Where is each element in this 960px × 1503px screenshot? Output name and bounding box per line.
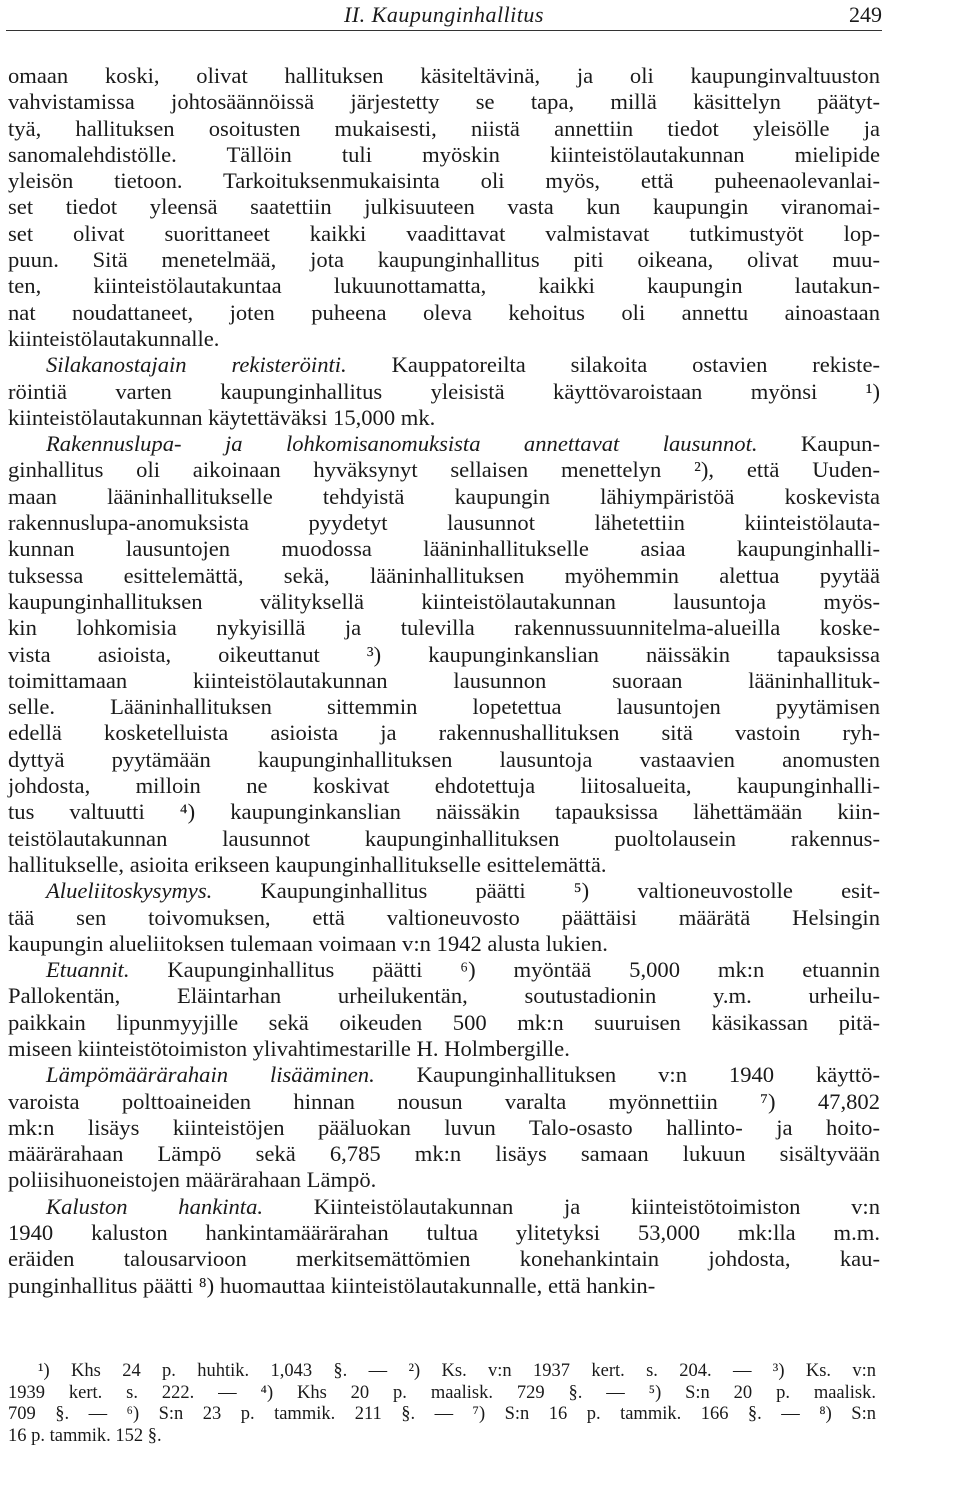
text-line: kiinteistölautakunnan käytettäväksi 15,000 mk. bbox=[8, 404, 436, 430]
chapter-title: II. Kaupunginhallitus bbox=[344, 2, 544, 27]
text-line: teistölautakunnan lausunnot kaupunginhallituksen puoltolausein rakennus- bbox=[8, 825, 880, 851]
text-line: tuksessa esittelemättä, sekä, lääninhallituksen myöhemmin alettua pyytää bbox=[8, 562, 880, 588]
text-line: vista asioista, oikeuttanut ³) kaupunginkanslian näissäkin tapauksissa bbox=[8, 641, 880, 667]
footnotes bbox=[8, 1361, 876, 1447]
text-line: vahvistamissa johtosäännöissä järjestetty se tapa, millä käsittelyn päätyt- bbox=[8, 89, 880, 115]
section-heading: Alueliitoskysymys. bbox=[46, 878, 213, 904]
text-line: nat noudattaneet, joten puheena oleva kehoitus oli annettu ainoastaan bbox=[8, 299, 880, 325]
text-line: kunnan lausuntojen muodossa lääninhallitukselle asiaa kaupunginhalli- bbox=[8, 536, 880, 562]
text-line: paikkain lipunmyyjille sekä oikeuden 500 mk:n suuruisen käsikassan pitä- bbox=[8, 1009, 880, 1035]
text-line: eräiden talousarvioon merkitsemättömien konehankintain johdosta, kau- bbox=[8, 1246, 880, 1272]
text-line: 1940 kaluston hankintamäärärahan tultua ylitetyksi 53,000 mk:lla m.m. bbox=[8, 1220, 880, 1246]
footnote-line: 709 §. — ⁶) S:n 23 p. tammik. 211 §. — ⁷) S:n 16 p. tammik. 166 §. — ⁸) S:n bbox=[8, 1404, 876, 1424]
text-line: kaupunginhallituksen välityksellä kiinteistölautakunnan lausuntoja myös- bbox=[8, 588, 880, 614]
footnote-line: ¹) Khs 24 p. huhtik. 1,043 §. — ²) Ks. v:n 1937 kert. s. 204. — ³) Ks. v:n bbox=[38, 1361, 876, 1381]
text-line bbox=[8, 1194, 880, 1220]
text-line: yleisön tietoon. Tarkoituksenmukaisinta oli myös, että puheenaolevanlai- bbox=[8, 168, 880, 194]
text-line bbox=[8, 431, 880, 457]
text-line: selle. Lääninhallituksen sittemmin lopetettua lausuntojen pyytämisen bbox=[8, 694, 880, 720]
footnote-line: 1939 kert. s. 222. — ⁴) Khs 20 p. maalisk. 729 §. — ⁵) S:n 20 p. maalisk. bbox=[8, 1382, 876, 1403]
section-heading: Kaluston hankinta. bbox=[46, 1193, 264, 1219]
text-line: johdosta, milloin ne koskivat ehdotettuja liitosalueita, kaupunginhalli- bbox=[8, 773, 880, 799]
section-text: Kauppatoreilta silakoita ostavien rekiste- bbox=[346, 352, 881, 378]
text-line: hallitukselle, asioita erikseen kaupunginhallitukselle esittelemättä. bbox=[8, 851, 607, 877]
text-line: toimittamaan kiinteistölautakunnan lausunnon suoraan lääninhallituk- bbox=[8, 667, 880, 693]
text-line: omaan koski, olivat hallituksen käsiteltävinä, ja oli kaupunginvaltuuston bbox=[8, 63, 880, 88]
section-text: Kaupunginhallitus päätti ⁵) valtioneuvostolle esit- bbox=[212, 878, 880, 904]
text-line: kiinteistölautakunnalle. bbox=[8, 325, 220, 351]
text-line: sanomalehdistölle. Tällöin tuli myöskin kiinteistölautakunnan mielipide bbox=[8, 141, 880, 167]
text-line: Pallokentän, Eläintarhan urheilukentän, soutustadionin y.m. urheilu- bbox=[8, 983, 880, 1009]
text-line: rakennuslupa-anomuksista pyydetyt lausunnot lähetettiin kiinteistölauta- bbox=[8, 510, 880, 536]
text-line bbox=[8, 1062, 880, 1088]
text-line: mk:n lisäys kiinteistöjen pääluokan luvun Talo-osasto hallinto- ja hoito- bbox=[8, 1114, 880, 1140]
text-line: puun. Sitä menetelmää, jota kaupunginhallitus piti oikeana, olivat muu- bbox=[8, 247, 880, 273]
section-text: Kaupunginhallitus päätti ⁶) myöntää 5,000 mk:n etuannin bbox=[129, 957, 880, 983]
text-line bbox=[8, 352, 880, 378]
text-line: ginhallitus oli aikoinaan hyväksynyt sellaisen menettelyn ²), että Uuden- bbox=[8, 457, 880, 483]
text-line: miseen kiinteistötoimiston ylivahtimestarille H. Holmbergille. bbox=[8, 1035, 570, 1061]
text-line: tää sen toivomuksen, että valtioneuvosto päättäisi määrätä Helsingin bbox=[8, 904, 880, 930]
text-line bbox=[8, 878, 880, 904]
section-heading: Lämpömäärärahain lisääminen. bbox=[46, 1062, 375, 1088]
text-line: punginhallitus päätti ⁸) huomauttaa kiinteistölautakunnalle, että hankin- bbox=[8, 1272, 656, 1298]
text-line: määrärahaan Lämpö sekä 6,785 mk:n lisäys samaan lukuun sisältyvään bbox=[8, 1141, 880, 1167]
section-text: Kaupun- bbox=[757, 431, 880, 457]
text-line: poliisihuoneistojen määrärahaan Lämpö. bbox=[8, 1167, 377, 1193]
text-line: röintiä varten kaupunginhallitus yleisistä käyttövaroistaan myönsi ¹) bbox=[8, 378, 880, 404]
section-heading: Silakanostajain rekisteröinti. bbox=[46, 352, 347, 378]
text-line: edellä kosketelluista asioista ja rakennushallituksen sitä vastoin ryh- bbox=[8, 720, 880, 746]
page-number: 249 bbox=[849, 2, 882, 27]
text-line: kin lohkomisia nykyisillä ja tulevilla rakennussuunnitelma-alueilla koske- bbox=[8, 615, 880, 641]
text-line: varoista polttoaineiden hinnan nousun varalta myönnettiin ⁷) 47,802 bbox=[8, 1088, 880, 1114]
running-header bbox=[6, 0, 882, 31]
text-line: kaupungin alueliitoksen tulemaan voimaan v:n 1942 alusta lukien. bbox=[8, 930, 608, 956]
section-text: Kiinteistölautakunnan ja kiinteistötoimiston v:n bbox=[263, 1193, 881, 1219]
section-heading: Rakennuslupa- ja lohkomisanomuksista annettavat lausunnot. bbox=[46, 431, 758, 457]
footnote-line: 16 p. tammik. 152 §. bbox=[8, 1425, 162, 1446]
text-line: set olivat suorittaneet kaikki vaadittavat valmistavat tutkimustyöt lop- bbox=[8, 220, 880, 246]
text-line bbox=[8, 957, 880, 983]
text-line: set tiedot yleensä saatettiin julkisuuteen vasta kun kaupungin viranomai- bbox=[8, 194, 880, 220]
text-line: tus valtuutti ⁴) kaupunginkanslian näissäkin tapauksissa lähettämään kiin- bbox=[8, 799, 880, 825]
section-heading: Etuannit. bbox=[46, 957, 130, 983]
text-line: dyttyä pyytämään kaupunginhallituksen lausuntoja vastaavien anomusten bbox=[8, 746, 880, 772]
text-line: ten, kiinteistölautakuntaa lukuunottamatta, kaikki kaupungin lautakun- bbox=[8, 273, 880, 299]
text-line: tyä, hallituksen osoitusten mukaisesti, niistä annettiin tiedot yleisölle ja bbox=[8, 115, 880, 141]
section-text: Kaupunginhallituksen v:n 1940 käyttö- bbox=[374, 1062, 880, 1088]
text-line: maan lääninhallitukselle tehdyistä kaupungin lähiympäristöä koskevista bbox=[8, 483, 880, 509]
body-text bbox=[8, 63, 880, 1299]
